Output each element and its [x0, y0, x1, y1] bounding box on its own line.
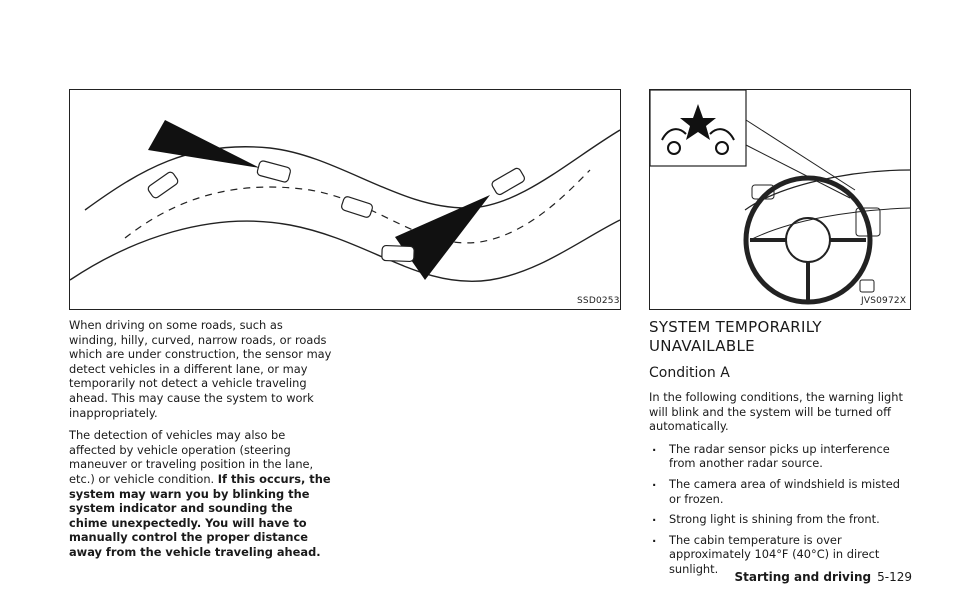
page-number: 5-129: [877, 570, 912, 584]
subsection-heading: Condition A: [649, 365, 730, 381]
right-text-column: [649, 318, 911, 583]
dashboard-illustration: [649, 89, 911, 310]
paragraph: In the following conditions, the warning light will blink and the system will be turned off automatically.: [649, 390, 903, 434]
figure-code-right: JVS0972X: [861, 296, 907, 306]
list-item: . Strong light is shining from the front.: [649, 512, 911, 527]
paragraph: When driving on some roads, such as winding, hilly, curved, narrow roads, or roads which are under construction, the sensor may detect vehicles in a different lane, or may temporarily not detect a vehicle traveling ahead. This may cause the system to work inappropriately.: [69, 318, 332, 420]
section-heading: SYSTEM TEMPORARILY UNAVAILABLE: [649, 318, 822, 355]
paragraph-bold-text: If this occurs, the system may warn you by blinking the system indicator and sounding the chime unexpectedly. You will have to manually control the proper distance away from the vehicle traveling ahead.: [69, 471, 331, 559]
page-footer: [734, 570, 912, 584]
sensor-cone-left: [148, 120, 260, 168]
list-item: . The cabin temperature is over approximately 104°F (40°C) in direct sunlight.: [649, 533, 911, 577]
left-text-column: [69, 318, 334, 568]
list-item: . The radar sensor picks up interference from another radar source.: [649, 442, 911, 471]
paragraph: [69, 428, 334, 559]
road-drawing: [70, 90, 620, 309]
list-item: . The camera area of windshield is misted or frozen.: [649, 477, 911, 506]
dashboard-drawing: [650, 90, 910, 309]
bullet-list: [649, 442, 911, 577]
footer-section-name: Starting and driving: [734, 570, 872, 584]
paragraph-normal-text: The detection of vehicles may also be affected by vehicle operation (steering maneuver or traveling position in the lane, etc.) or vehicle condition.: [69, 428, 314, 486]
figure-code-left: SSD0253: [577, 296, 620, 306]
road-illustration: [69, 89, 621, 310]
